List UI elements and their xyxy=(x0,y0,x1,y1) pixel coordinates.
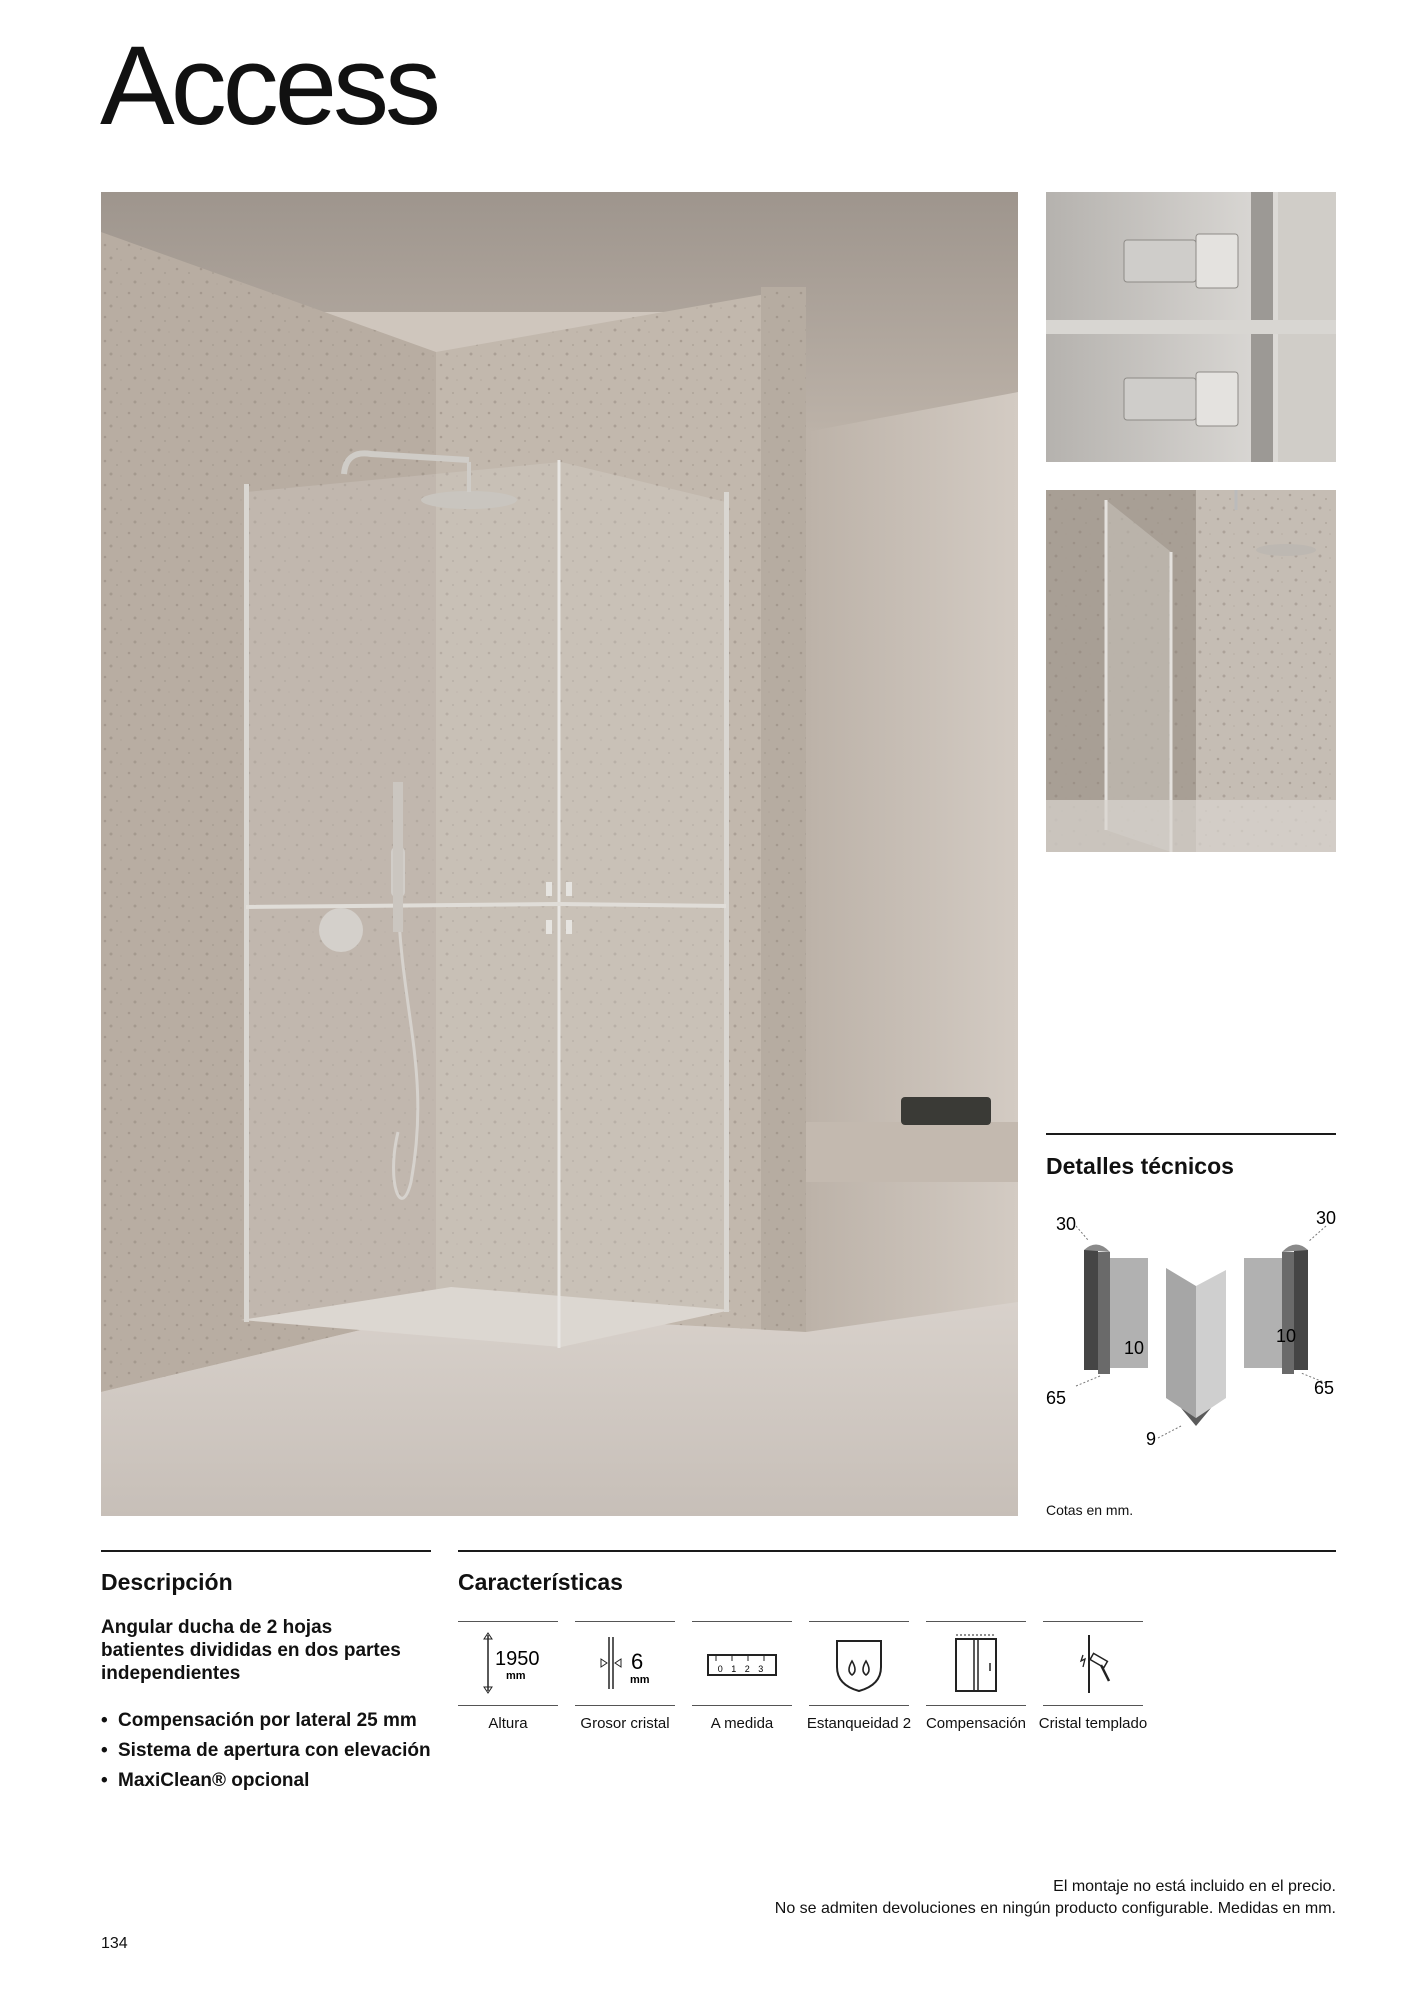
technical-details-heading: Detalles técnicos xyxy=(1046,1153,1234,1179)
height-icon xyxy=(458,1629,558,1697)
compensation-profile-icon xyxy=(926,1629,1026,1697)
dim-bottom-right: 65 xyxy=(1314,1378,1335,1398)
bullet-compensation: • Compensación por lateral 25 mm xyxy=(101,1706,431,1736)
hinge-detail-photo xyxy=(1046,192,1336,462)
ruler-scale: 0 1 2 3 xyxy=(717,1664,767,1674)
features-heading: Características xyxy=(458,1569,623,1595)
glass-thickness-icon xyxy=(575,1629,675,1697)
description-intro: Angular ducha de 2 hojas batientes divididas en dos partes independientes xyxy=(101,1617,401,1684)
dim-bottom-left: 65 xyxy=(1046,1388,1067,1408)
hammer-glass-icon xyxy=(1043,1629,1143,1697)
feature-height-label: Altura xyxy=(488,1715,528,1732)
thickness-value: 6 xyxy=(631,1649,644,1674)
profile-cross-section-diagram xyxy=(1046,1208,1346,1468)
dim-inner-left: 10 xyxy=(1124,1338,1145,1358)
main-product-photo xyxy=(101,192,1018,1516)
description-rule xyxy=(101,1550,431,1552)
dim-top-left: 30 xyxy=(1056,1214,1077,1234)
dim-top-right: 30 xyxy=(1316,1208,1337,1228)
bullet-maxiclean: • MaxiClean® opcional xyxy=(101,1766,431,1796)
dim-bottom-center: 9 xyxy=(1146,1429,1157,1449)
footer-notes xyxy=(775,1876,1336,1920)
water-drops-shield-icon xyxy=(809,1629,909,1697)
features-rule xyxy=(458,1550,1336,1552)
dimensions-note: Cotas en mm. xyxy=(1046,1502,1134,1518)
feature-tempered-glass-label: Cristal templado xyxy=(1038,1715,1148,1732)
footer-note-assembly: El montaje no está incluido en el precio. xyxy=(1053,1878,1336,1895)
thickness-unit: mm xyxy=(630,1674,650,1686)
description-heading: Descripción xyxy=(101,1569,233,1595)
page-title: Access xyxy=(100,23,437,148)
footer-note-returns: No se admiten devoluciones en ningún producto configurable. Medidas en mm. xyxy=(774,1900,1336,1917)
ruler-icon xyxy=(692,1629,792,1697)
technical-details-rule xyxy=(1046,1133,1336,1135)
bullet-opening-system: • Sistema de apertura con elevación xyxy=(101,1736,431,1766)
feature-glass-thickness-label: Grosor cristal xyxy=(580,1715,670,1732)
open-panel-detail-photo xyxy=(1046,490,1336,852)
feature-watertightness-label: Estanqueidad 2 xyxy=(806,1715,912,1732)
description-bullet-list xyxy=(101,1706,431,1796)
dim-inner-right: 10 xyxy=(1276,1326,1297,1346)
feature-compensation-label: Compensación xyxy=(925,1715,1027,1732)
height-unit: mm xyxy=(506,1670,526,1682)
feature-custom-size-label: A medida xyxy=(710,1715,774,1732)
height-value: 1950 xyxy=(495,1648,540,1670)
page-number: 134 xyxy=(101,1935,128,1952)
